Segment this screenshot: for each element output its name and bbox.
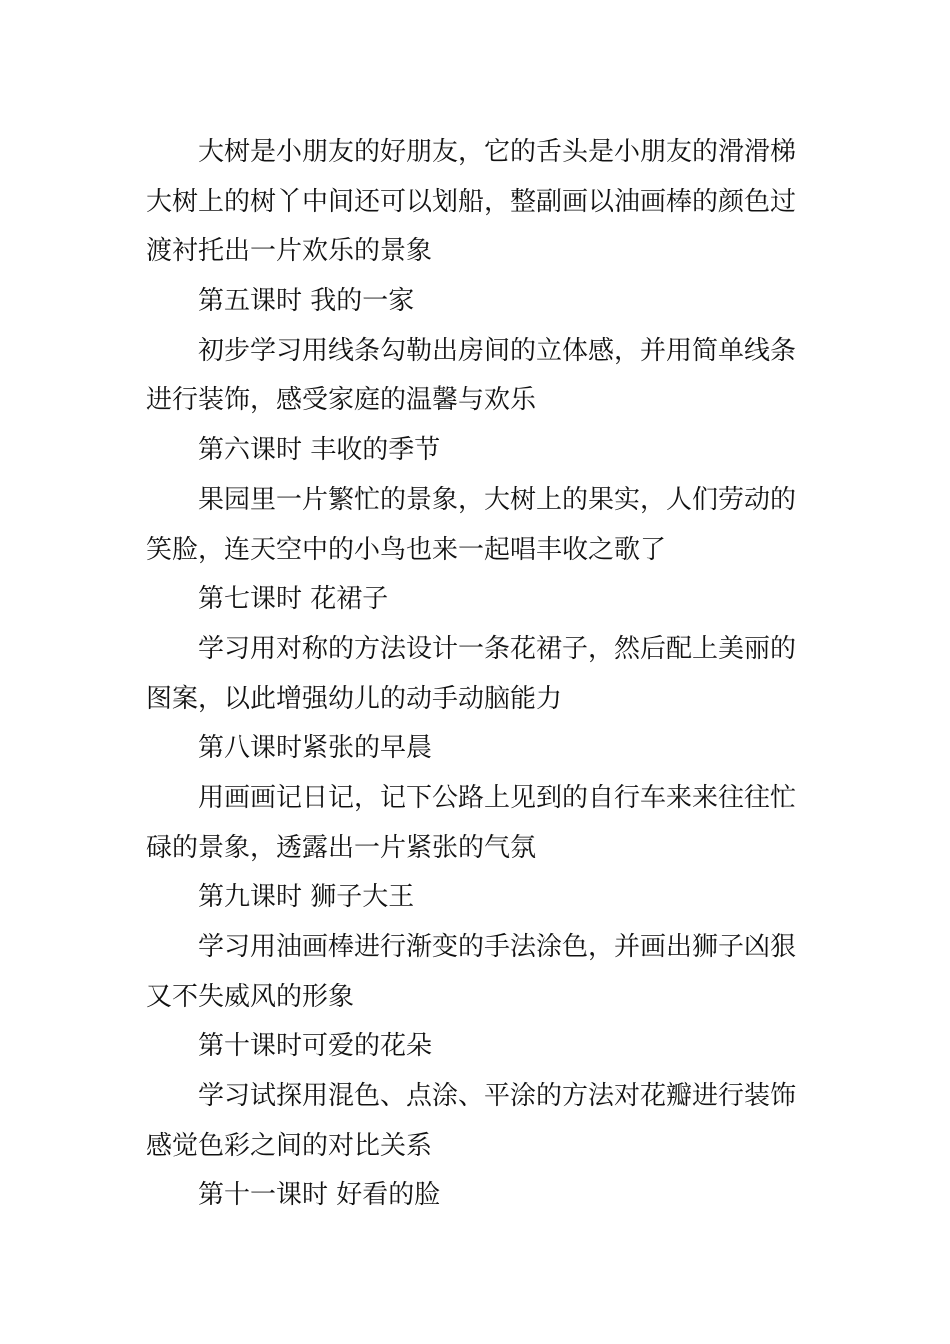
lesson-heading: 第九课时 狮子大王 [198,882,415,913]
text-line: 学习用油画棒进行渐变的手法涂色，并画出狮子凶狠 [198,932,797,962]
lesson-heading: 第十课时可爱的花朵 [198,1031,433,1062]
document-body [146,128,806,1221]
text-line: 学习试探用混色、点涂、平涂的方法对花瓣进行装饰 [198,1081,797,1112]
lesson-heading: 第七课时 花裙子 [198,584,389,615]
text-line: 果园里一片繁忙的景象，大树上的果实，人们劳动的 [198,484,797,515]
text-line: 用画画记日记，记下公路上见到的自行车来来往往忙 [198,782,797,813]
text-line: 笑脸，连天空中的小鸟也来一起唱丰收之歌了 [146,534,667,565]
text-line: 大树是小朋友的好朋友，它的舌头是小朋友的滑滑梯 [198,137,797,167]
lesson-heading: 第十一课时 好看的脸 [198,1180,441,1211]
text-line: 图案，以此增强幼儿的动手动脑能力 [146,683,563,714]
text-line: 大树上的树丫中间还可以划船，整副画以油画棒的颜色过 [146,186,797,217]
text-line: 碌的景象，透露出一片紧张的气氛 [146,832,537,863]
lesson-heading: 第五课时 我的一家 [198,286,415,317]
text-line: 渡衬托出一片欢乐的景象 [146,236,433,267]
text-line: 又不失威风的形象 [146,981,355,1012]
text-line: 学习用对称的方法设计一条花裙子，然后配上美丽的 [198,633,797,664]
lesson-heading: 第八课时紧张的早晨 [198,733,433,764]
text-line: 感觉色彩之间的对比关系 [146,1130,433,1161]
text-line: 进行装饰，感受家庭的温馨与欢乐 [146,385,537,416]
lesson-heading: 第六课时 丰收的季节 [198,435,441,466]
text-line: 初步学习用线条勾勒出房间的立体感，并用简单线条 [198,335,797,366]
